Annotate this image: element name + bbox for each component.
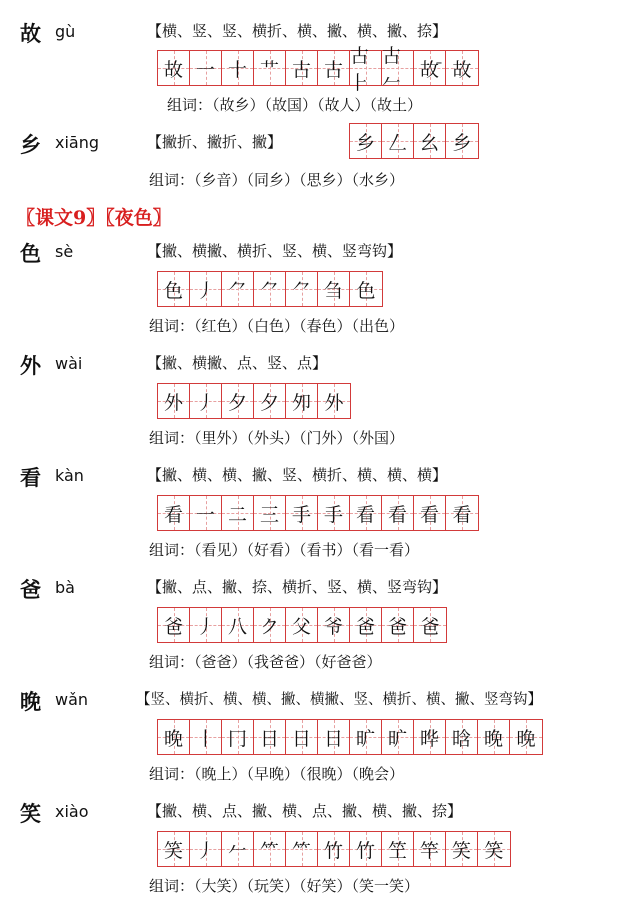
stroke-cell: 看 — [382, 496, 414, 530]
stroke-cell: 冂 — [222, 720, 254, 754]
stroke-cell: 爸 — [158, 608, 190, 642]
stroke-cell: 二 — [222, 496, 254, 530]
stroke-cell: 故̄ — [414, 51, 446, 85]
stroke-cell: 艹 — [254, 51, 286, 85]
word-group: 组词：（爸爸）（我爸爸）（好爸爸） — [149, 653, 382, 671]
stroke-cell: 晗 — [446, 720, 478, 754]
word-group: 组词：（大笑）（玩笑）（好笑）（笑一笑） — [149, 877, 420, 895]
stroke-cell: 一 — [190, 496, 222, 530]
stroke-cell: ク — [254, 608, 286, 642]
stroke-cell: 竿 — [414, 832, 446, 866]
stroke-cell: 古 — [318, 51, 350, 85]
entry-pinyin: sè — [55, 242, 74, 261]
stroke-order-text: 【竖、横折、横、横、撇、横撇、竖、横折、横、撇、竖弯钩】 — [136, 692, 542, 708]
stroke-cell: 故 — [158, 51, 190, 85]
entry-character: 晚 — [20, 689, 41, 714]
stroke-grid — [157, 495, 479, 531]
stroke-cell: 笑 — [478, 832, 510, 866]
stroke-cell: 𠃋 — [382, 124, 414, 158]
stroke-cell: 笑 — [158, 832, 190, 866]
stroke-cell: 外 — [158, 384, 190, 418]
word-group: 组词：（看见）（好看）（看书）（看一看） — [149, 541, 420, 559]
stroke-cell: 看 — [350, 496, 382, 530]
entry-pinyin: bà — [55, 578, 75, 597]
stroke-cell: 丿 — [190, 384, 222, 418]
stroke-cell: 丿 — [190, 608, 222, 642]
stroke-cell: 看 — [158, 496, 190, 530]
stroke-cell: 丿 — [190, 832, 222, 866]
entry-character: 看 — [20, 465, 41, 490]
stroke-cell: 日 — [254, 720, 286, 754]
stroke-grid — [157, 271, 383, 307]
stroke-cell: 爸 — [414, 608, 446, 642]
entry-character: 故 — [20, 21, 41, 46]
stroke-cell: ⺈ — [286, 272, 318, 306]
entry-character: 笑 — [20, 801, 41, 826]
stroke-grid — [157, 383, 351, 419]
stroke-cell: 晚 — [158, 720, 190, 754]
entry-character: 外 — [20, 353, 41, 378]
stroke-cell: 笁 — [382, 832, 414, 866]
stroke-grid — [157, 831, 511, 867]
stroke-cell: 看 — [414, 496, 446, 530]
stroke-cell: 夕 — [254, 384, 286, 418]
entry-pinyin: wài — [55, 354, 83, 373]
entry-pinyin: gù — [55, 22, 76, 41]
stroke-cell: 乡 — [446, 124, 478, 158]
stroke-cell: 一 — [190, 51, 222, 85]
stroke-cell: ⺈ — [222, 272, 254, 306]
stroke-cell: 丿 — [190, 272, 222, 306]
stroke-cell: 晚 — [510, 720, 542, 754]
stroke-cell: 晔 — [414, 720, 446, 754]
stroke-cell: 爸 — [382, 608, 414, 642]
stroke-cell: 八 — [222, 608, 254, 642]
stroke-cell: 古𠂉 — [382, 51, 414, 85]
stroke-cell: 外 — [318, 384, 350, 418]
stroke-cell: 日 — [318, 720, 350, 754]
word-group: 组词：（乡音）（同乡）（思乡）（水乡） — [149, 171, 405, 189]
stroke-cell: 竹 — [318, 832, 350, 866]
entry-character: 爸 — [20, 577, 41, 602]
stroke-order-text: 【撇、横撇、横折、竖、横、竖弯钩】 — [147, 242, 403, 260]
word-group: 组词：（晚上）（早晚）（很晚）（晚会） — [149, 765, 405, 783]
stroke-order-text: 【撇、横撇、点、竖、点】 — [147, 354, 328, 372]
word-group: 组词：（里外）（外头）（门外）（外国） — [149, 429, 405, 447]
stroke-order-text: 【横、竖、竖、横折、横、撇、横、撇、捺】 — [147, 22, 448, 40]
stroke-cell: 三 — [254, 496, 286, 530]
stroke-grid — [157, 45, 479, 94]
stroke-order-text: 【撇、横、点、撇、横、点、撇、横、撇、捺】 — [147, 802, 463, 820]
stroke-cell: 色 — [158, 272, 190, 306]
stroke-cell: 日 — [286, 720, 318, 754]
entry-pinyin: xiào — [55, 802, 89, 821]
stroke-order-text: 【撇、横、横、撇、竖、横折、横、横、横】 — [147, 466, 448, 484]
stroke-cell: 古⺊ — [350, 51, 382, 85]
stroke-cell: 晚 — [478, 720, 510, 754]
stroke-order-text: 【撇折、撇折、撇】 — [147, 133, 283, 151]
stroke-cell: 故 — [446, 51, 478, 85]
stroke-cell: 夘 — [286, 384, 318, 418]
stroke-cell: 笑 — [446, 832, 478, 866]
stroke-cell: 色 — [350, 272, 382, 306]
stroke-cell: ⺈ — [254, 272, 286, 306]
word-group: 组词：（红色）（白色）（春色）（出色） — [149, 317, 405, 335]
stroke-cell: 𠂉 — [222, 832, 254, 866]
stroke-cell: 爷 — [318, 608, 350, 642]
stroke-cell: 旷 — [382, 720, 414, 754]
stroke-cell: 乡 — [350, 124, 382, 158]
word-group: 组词：（故乡）（故国）（故人）（故土） — [167, 96, 423, 114]
stroke-cell: ⺮ — [286, 832, 318, 866]
stroke-grid — [157, 719, 543, 755]
stroke-cell: 竹 — [350, 832, 382, 866]
entry-pinyin: xiāng — [55, 133, 100, 152]
stroke-cell: 爸 — [350, 608, 382, 642]
stroke-cell: 手 — [318, 496, 350, 530]
entry-character: 色 — [20, 241, 41, 266]
stroke-cell: 幺 — [414, 124, 446, 158]
stroke-cell: 手 — [286, 496, 318, 530]
stroke-grid — [349, 123, 479, 159]
lesson-heading: 〖课文9〗〖夜色〗 — [16, 207, 172, 229]
entry-pinyin: wǎn — [55, 690, 89, 709]
stroke-cell: 旷 — [350, 720, 382, 754]
stroke-grid — [157, 607, 447, 643]
stroke-cell: 看 — [446, 496, 478, 530]
entry-pinyin: kàn — [55, 466, 84, 485]
stroke-cell: ⺮ — [254, 832, 286, 866]
stroke-cell: 丨 — [190, 720, 222, 754]
stroke-cell: 十 — [222, 51, 254, 85]
stroke-cell: 刍 — [318, 272, 350, 306]
stroke-order-text: 【撇、点、撇、捺、横折、竖、横、竖弯钩】 — [147, 578, 448, 596]
stroke-cell: 父 — [286, 608, 318, 642]
stroke-cell: 古 — [286, 51, 318, 85]
stroke-cell: 夕 — [222, 384, 254, 418]
entry-character: 乡 — [20, 132, 41, 157]
